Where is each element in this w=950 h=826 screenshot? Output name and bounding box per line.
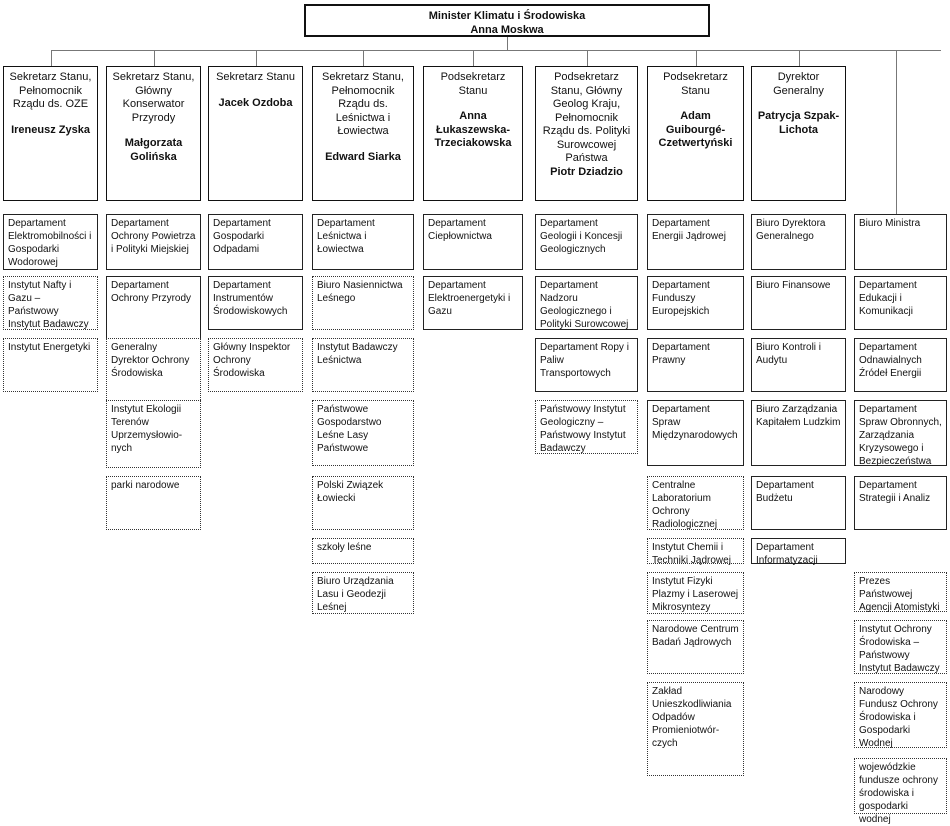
unit-box: Instytut Ekologii Terenów Uprzemysłowio-nych xyxy=(106,400,201,468)
head-title: Sekretarz Stanu, Pełnomocnik Rządu ds. OZE xyxy=(9,71,92,110)
head-konserwator xyxy=(106,66,201,201)
unit-box: wojewódzkie fundusze ochrony środowiska i gospodarki wodnej xyxy=(854,758,947,814)
connector-line xyxy=(51,50,52,66)
unit-box: Centralne Laboratorium Ochrony Radiologicznej xyxy=(647,476,744,530)
unit-box: Departament Funduszy Europejskich xyxy=(647,276,744,330)
unit-box: Departament Gospodarki Odpadami xyxy=(208,214,303,270)
head-title: Sekretarz Stanu xyxy=(216,71,295,83)
spacer xyxy=(755,98,842,110)
unit-box: Departament Elektromobilności i Gospodarki Wodorowej xyxy=(3,214,98,270)
unit-box: Generalny Dyrektor Ochrony Środowiska xyxy=(106,338,201,404)
head-name: Ireneusz Zyska xyxy=(11,123,90,136)
unit-box: Polski Związek Łowiecki xyxy=(312,476,414,530)
minister-box xyxy=(304,4,710,37)
unit-box: Biuro Finansowe xyxy=(751,276,846,330)
head-name: Adam Guibourgé-Czetwertyński xyxy=(658,110,733,149)
unit-box: Instytut Ochrony Środowiska – Państwowy Instytut Badawczy xyxy=(854,620,947,674)
spacer xyxy=(316,139,410,151)
unit-box: parki narodowe xyxy=(106,476,201,530)
unit-box: Narodowy Fundusz Ochrony Środowiska i Gospodarki Wodnej xyxy=(854,682,947,748)
unit-box: Państwowe Gospodarstwo Leśne Lasy Państwowe xyxy=(312,400,414,466)
unit-box: Departament Spraw Obronnych, Zarządzania Kryzysowego i Bezpieczeństwa xyxy=(854,400,947,466)
unit-box: Biuro Urządzania Lasu i Geodezji Leśnej xyxy=(312,572,414,614)
head-lesnictwo xyxy=(312,66,414,201)
unit-box: Biuro Nasiennictwa Leśnego xyxy=(312,276,414,330)
head-title: Sekretarz Stanu, Pełnomocnik Rządu ds. Leśnictwa i Łowiectwa xyxy=(322,71,404,137)
head-geolog xyxy=(535,66,638,201)
head-title: Podsekretarz Stanu xyxy=(440,71,506,97)
spacer xyxy=(212,85,299,97)
head-title: Sekretarz Stanu, Główny Konserwator Przyrody xyxy=(112,71,195,124)
connector-line xyxy=(51,50,941,51)
head-name: Edward Siarka xyxy=(325,150,401,163)
spacer xyxy=(427,98,519,110)
connector-line xyxy=(696,50,697,66)
head-guibourge xyxy=(647,66,744,201)
unit-box: Departament Instrumentów Środowiskowych xyxy=(208,276,303,330)
unit-box: Departament Ochrony Powietrza i Polityki Miejskiej xyxy=(106,214,201,270)
connector-line xyxy=(507,37,508,50)
minister-name: Anna Moskwa xyxy=(470,24,544,36)
unit-box: Główny Inspektor Ochrony Środowiska xyxy=(208,338,303,392)
spacer xyxy=(651,98,740,110)
connector-line xyxy=(896,50,897,214)
head-name: Jacek Ozdoba xyxy=(218,96,293,109)
unit-box: Instytut Fizyki Plazmy i Laserowej Mikrosyntezy xyxy=(647,572,744,614)
minister-title: Minister Klimatu i Środowiska xyxy=(428,10,586,22)
unit-box: Biuro Kontroli i Audytu xyxy=(751,338,846,392)
head-oze xyxy=(3,66,98,201)
unit-box: Zakład Unieszkodliwiania Odpadów Promieniotwór-czych xyxy=(647,682,744,776)
unit-box: Departament Energii Jądrowej xyxy=(647,214,744,270)
head-name: Piotr Dziadzio xyxy=(550,165,623,178)
unit-box: Narodowe Centrum Badań Jądrowych xyxy=(647,620,744,674)
unit-box: Prezes Państwowej Agencji Atomistyki xyxy=(854,572,947,612)
unit-box: Instytut Chemii i Techniki Jądrowej xyxy=(647,538,744,564)
unit-box: Departament Budżetu xyxy=(751,476,846,530)
connector-line xyxy=(587,50,588,66)
unit-box: szkoły leśne xyxy=(312,538,414,564)
unit-box: Departament Ropy i Paliw Transportowych xyxy=(535,338,638,392)
connector-line xyxy=(154,50,155,66)
unit-box: Biuro Ministra xyxy=(854,214,947,270)
unit-box: Departament Elektroenergetyki i Gazu xyxy=(423,276,523,330)
unit-box: Departament Strategii i Analiz xyxy=(854,476,947,530)
unit-box: Departament Ochrony Przyrody xyxy=(106,276,201,384)
head-name: Małgorzata Golińska xyxy=(124,137,183,163)
head-name: Anna Łukaszewska-Trzeciakowska xyxy=(434,110,512,149)
unit-box: Instytut Nafty i Gazu – Państwowy Instytut Badawczy xyxy=(3,276,98,330)
connector-line xyxy=(256,50,257,66)
unit-box: Departament Ciepłownictwa xyxy=(423,214,523,270)
spacer xyxy=(110,125,197,137)
unit-box: Instytut Energetyki xyxy=(3,338,98,392)
head-title: Podsekretarz Stanu, Główny Geolog Kraju, Pełnomocnik Rządu ds. Polityki Surowcowej Państwa xyxy=(542,71,631,164)
head-dyrektor xyxy=(751,66,846,201)
unit-box: Państwowy Instytut Geologiczny – Państwowy Instytut Badawczy xyxy=(535,400,638,454)
connector-line xyxy=(799,50,800,66)
unit-box: Departament Nadzoru Geologicznego i Polityki Surowcowej xyxy=(535,276,638,330)
unit-box: Departament Edukacji i Komunikacji xyxy=(854,276,947,330)
head-name: Patrycja Szpak-Lichota xyxy=(757,110,840,136)
unit-box: Departament Informatyzacji xyxy=(751,538,846,564)
unit-box: Biuro Dyrektora Generalnego xyxy=(751,214,846,270)
head-trzeciakowska xyxy=(423,66,523,201)
spacer xyxy=(7,112,94,124)
unit-box: Departament Odnawialnych Źródeł Energii xyxy=(854,338,947,392)
unit-box: Instytut Badawczy Leśnictwa xyxy=(312,338,414,392)
unit-box: Departament Geologii i Koncesji Geologicznych xyxy=(535,214,638,270)
connector-line xyxy=(473,50,474,66)
head-title: Podsekretarz Stanu xyxy=(663,71,728,97)
head-ozdoba xyxy=(208,66,303,201)
unit-box: Biuro Zarządzania Kapitałem Ludzkim xyxy=(751,400,846,466)
connector-line xyxy=(363,50,364,66)
head-title: Dyrektor Generalny xyxy=(773,71,824,97)
unit-box: Departament Prawny xyxy=(647,338,744,392)
unit-box: Departament Leśnictwa i Łowiectwa xyxy=(312,214,414,270)
unit-box: Departament Spraw Międzynarodowych xyxy=(647,400,744,466)
